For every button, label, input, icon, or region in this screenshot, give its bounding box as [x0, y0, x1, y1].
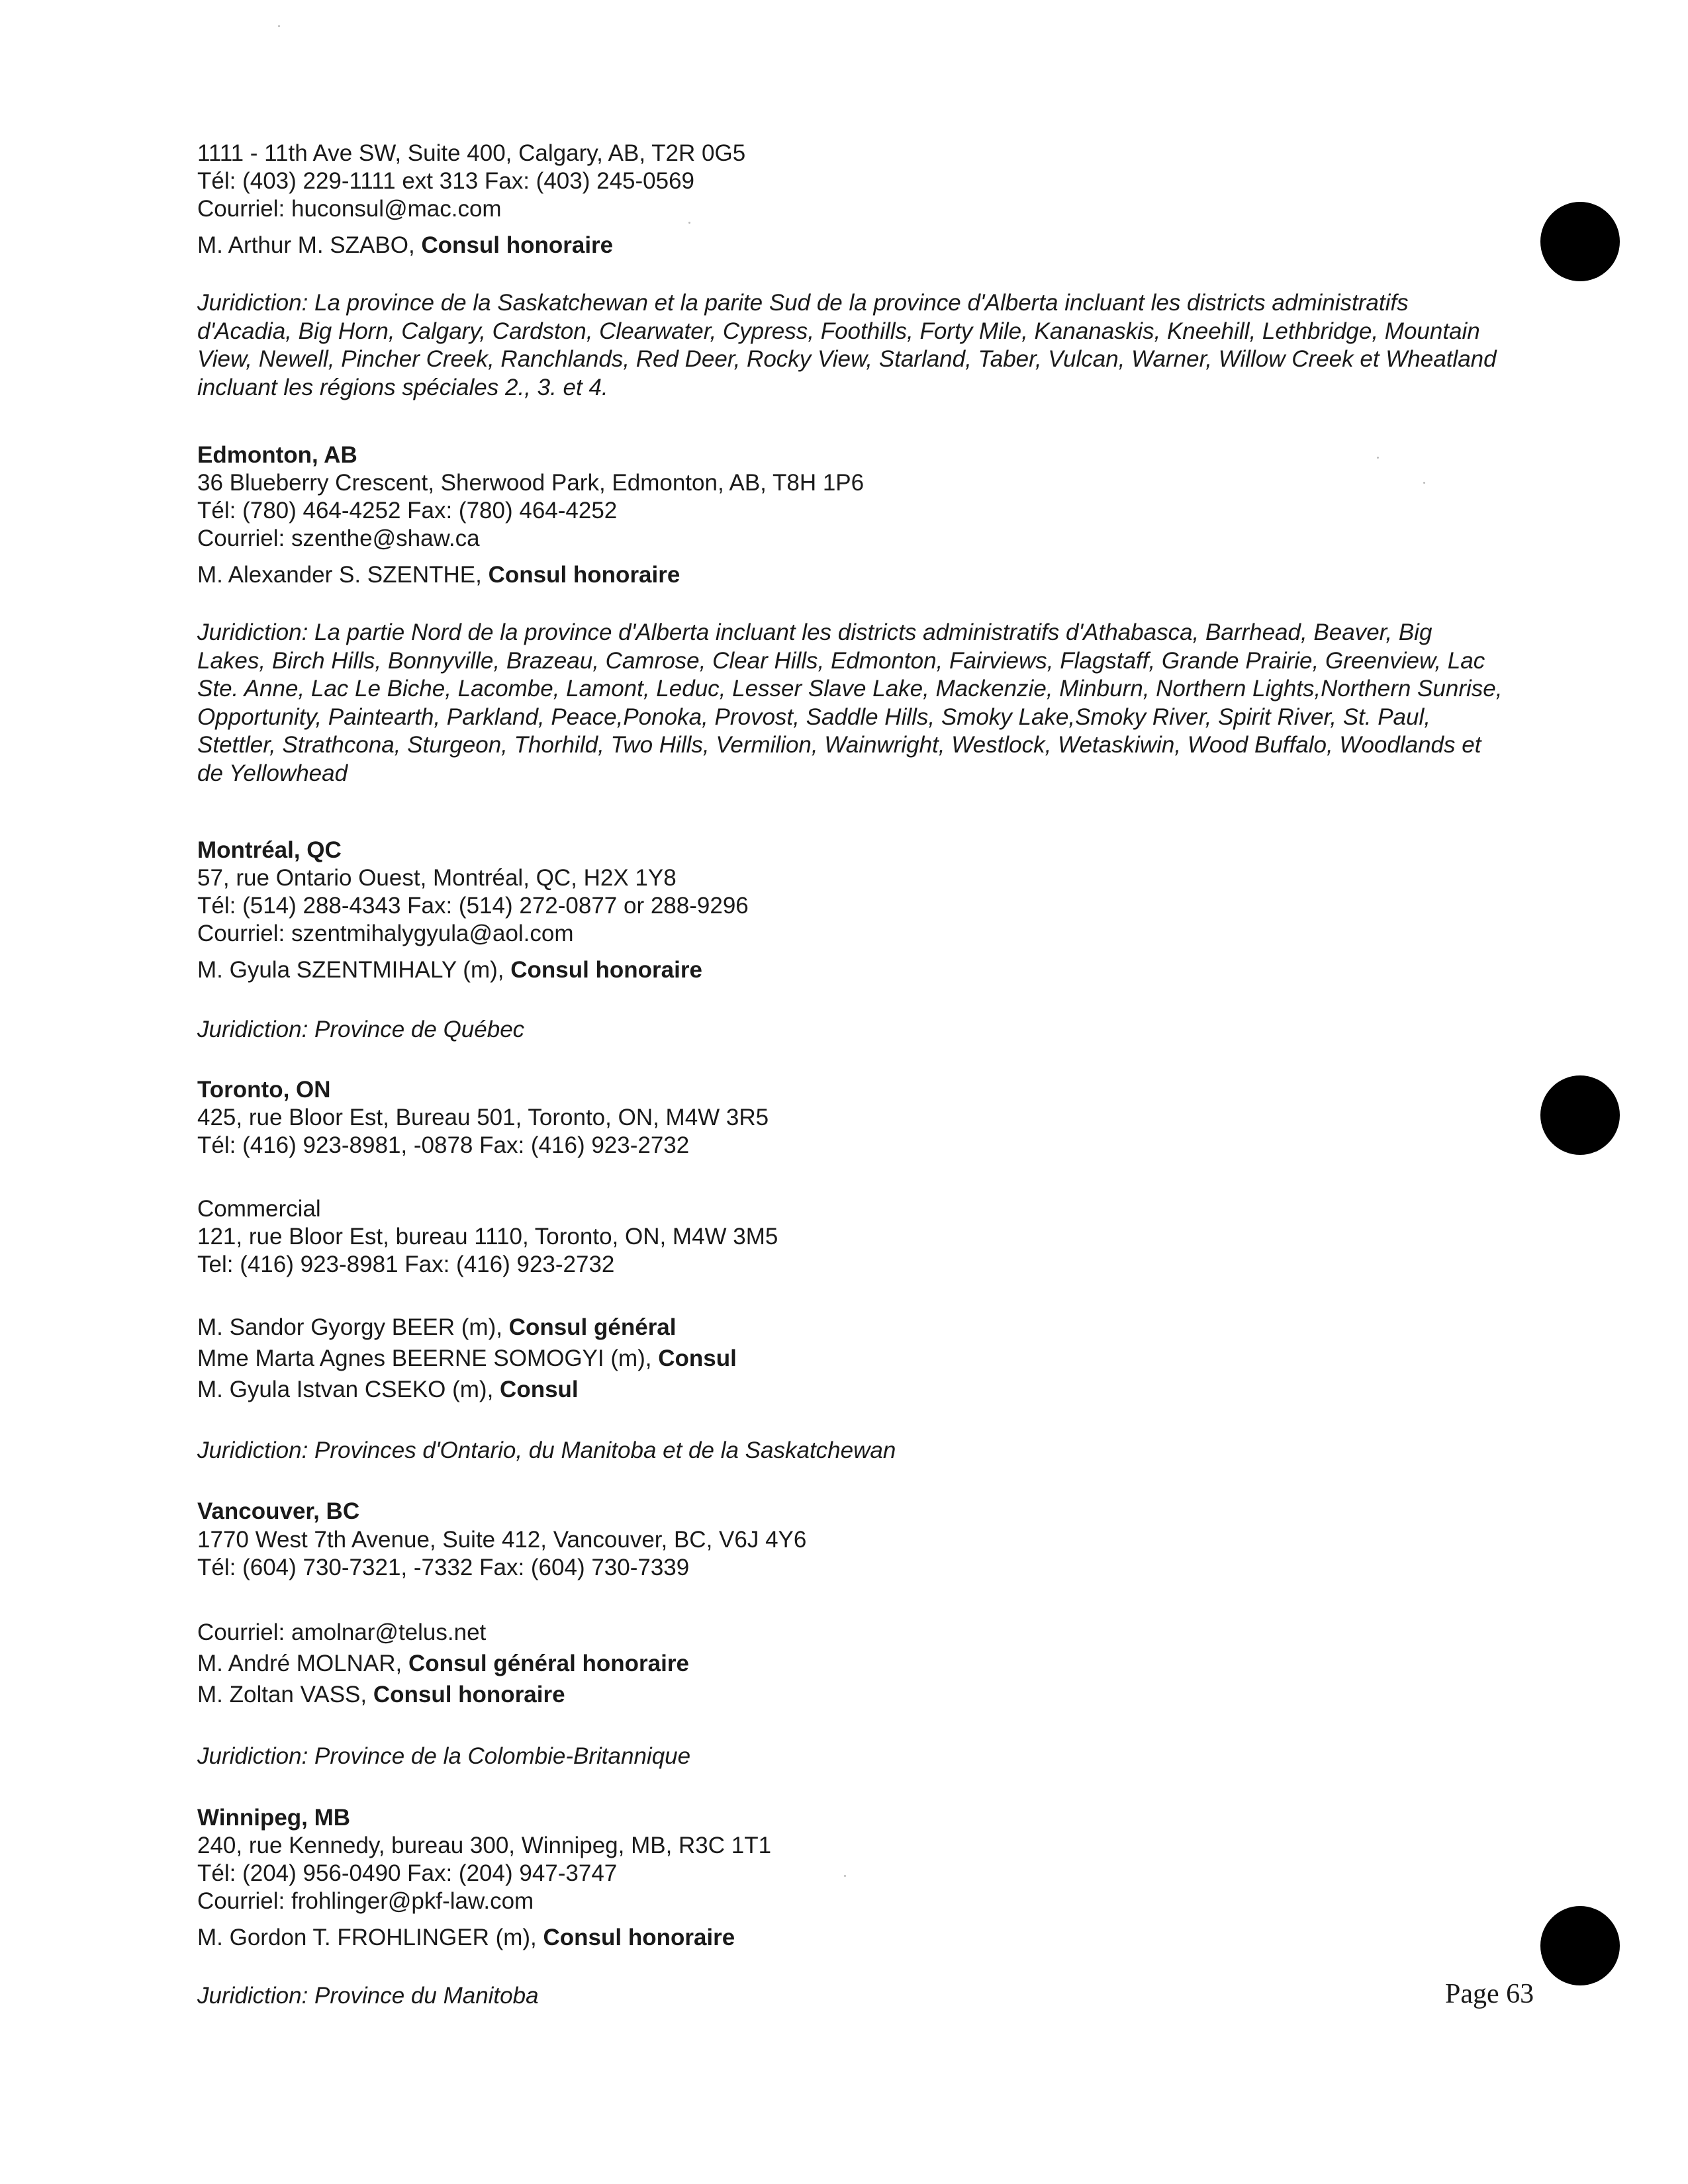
entry-jurisdiction: Juridiction: La province de la Saskatchewan et la parite Sud de la province d'Alberta incluant les districts administratifs d'Acadia, Big Horn, Calgary, Cardston, Clearwater, Cypress, Foothills, Forty Mile, Kananaskis, Kneehill, Lethbridge, Mountain View, Newell, Pincher Creek, Ranchlands, Red Deer, Rocky View, Starland, Taber, Vulcan, Warner, Willow Creek et Wheatland incluant les régions spéciales 2., 3. et 4. [197, 290, 1497, 400]
official-title: Consul général honoraire [408, 1651, 689, 1676]
entry-city-heading: Montréal, QC [197, 837, 342, 863]
official-name: M. Arthur M. SZABO, [197, 232, 422, 258]
entry-official [197, 1681, 565, 1709]
entry-jurisdiction: Juridiction: Province du Manitoba [197, 1983, 539, 2009]
official-title: Consul honoraire [510, 957, 702, 983]
entry-email: Courriel: frohlinger@pkf-law.com [197, 1888, 534, 1914]
entry-official [197, 232, 613, 259]
entry-city-heading: Vancouver, BC [197, 1498, 360, 1524]
entry-address: 1111 - 11th Ave SW, Suite 400, Calgary, AB, T2R 0G5 [197, 140, 746, 166]
entry-phone: Tél: (204) 956-0490 Fax: (204) 947-3747 [197, 1860, 618, 1886]
punch-hole-bottom [1540, 1906, 1620, 1985]
official-title: Consul général [508, 1314, 677, 1340]
official-title: Consul [658, 1345, 737, 1371]
entry-address: 240, rue Kennedy, bureau 300, Winnipeg, MB, R3C 1T1 [197, 1833, 772, 1858]
entry-official [197, 1345, 737, 1373]
scan-speck [1423, 482, 1425, 484]
entry-phone: Tél: (416) 923-8981, -0878 Fax: (416) 923-2732 [197, 1132, 690, 1158]
entry-email: Courriel: szenthe@shaw.ca [197, 525, 480, 551]
official-name: Mme Marta Agnes BEERNE SOMOGYI (m), [197, 1345, 659, 1371]
scan-speck [278, 25, 280, 27]
official-name: M. Gyula SZENTMIHALY (m), [197, 957, 511, 983]
entry-official [197, 1314, 677, 1342]
entry-phone: Tél: (403) 229-1111 ext 313 Fax: (403) 245-0569 [197, 168, 695, 194]
punch-hole-middle [1540, 1075, 1620, 1155]
scan-speck [1377, 457, 1379, 459]
commercial-address: 121, rue Bloor Est, bureau 1110, Toronto, ON, M4W 3M5 [197, 1224, 778, 1250]
punch-hole-top [1540, 202, 1620, 281]
entry-phone: Tél: (780) 464-4252 Fax: (780) 464-4252 [197, 498, 618, 523]
official-name: M. Zoltan VASS, [197, 1682, 373, 1707]
commercial-heading: Commercial [197, 1196, 321, 1222]
official-name: M. Sandor Gyorgy BEER (m), [197, 1314, 509, 1340]
entry-city-heading: Edmonton, AB [197, 442, 357, 468]
entry-email: Courriel: amolnar@telus.net [197, 1619, 487, 1645]
official-title: Consul honoraire [543, 1925, 735, 1950]
entry-city-heading: Winnipeg, MB [197, 1805, 351, 1831]
entry-official [197, 1924, 735, 1952]
entry-email: Courriel: huconsul@mac.com [197, 196, 502, 222]
official-title: Consul honoraire [488, 562, 680, 588]
scan-speck [844, 1875, 846, 1877]
entry-address: 57, rue Ontario Ouest, Montréal, QC, H2X 1Y8 [197, 865, 677, 891]
entry-official [197, 1650, 689, 1678]
official-title: Consul [500, 1377, 579, 1402]
official-name: M. Gordon T. FROHLINGER (m), [197, 1925, 543, 1950]
entry-address: 36 Blueberry Crescent, Sherwood Park, Edmonton, AB, T8H 1P6 [197, 470, 865, 496]
entry-city-heading: Toronto, ON [197, 1077, 331, 1103]
official-title: Consul honoraire [373, 1682, 565, 1707]
entry-jurisdiction: Juridiction: Province de Québec [197, 1017, 525, 1042]
official-name: M. Alexander S. SZENTHE, [197, 562, 489, 588]
entry-email: Courriel: szentmihalygyula@aol.com [197, 921, 574, 946]
official-title: Consul honoraire [421, 232, 614, 258]
entry-phone: Tél: (514) 288-4343 Fax: (514) 272-0877 or 288-9296 [197, 893, 749, 919]
entry-jurisdiction: Juridiction: Province de la Colombie-Britannique [197, 1743, 691, 1769]
scan-speck [688, 222, 690, 224]
commercial-phone: Tel: (416) 923-8981 Fax: (416) 923-2732 [197, 1251, 615, 1277]
entry-phone: Tél: (604) 730-7321, -7332 Fax: (604) 730-7339 [197, 1555, 690, 1580]
entry-address: 1770 West 7th Avenue, Suite 412, Vancouver, BC, V6J 4Y6 [197, 1527, 807, 1553]
entry-jurisdiction: Juridiction: Provinces d'Ontario, du Manitoba et de la Saskatchewan [197, 1437, 896, 1463]
official-name: M. André MOLNAR, [197, 1651, 408, 1676]
page-number: Page 63 [1445, 1979, 1534, 2009]
entry-official [197, 561, 680, 589]
entry-address: 425, rue Bloor Est, Bureau 501, Toronto, ON, M4W 3R5 [197, 1105, 769, 1130]
official-name: M. Gyula Istvan CSEKO (m), [197, 1377, 500, 1402]
entry-official [197, 1376, 579, 1404]
entry-jurisdiction: Juridiction: La partie Nord de la province d'Alberta incluant les districts administratifs d'Athabasca, Barrhead, Beaver, Big Lakes, Birch Hills, Bonnyville, Brazeau, Camrose, Clear Hills, Edmonton, Fairviews, Flagstaff, Grande Prairie, Greenview, Lac Ste. Anne, Lac Le Biche, Lacombe, Lamont, Leduc, Lesser Slave Lake, Mackenzie, Minburn, Northern Lights,Northern Sunrise, Opportunity, Paintearth, Parkland, Peace,Ponoka, Provost, Saddle Hills, Smoky Lake,Smoky River, Spirit River, St. Paul, Stettler, Strathcona, Sturgeon, Thorhild, Two Hills, Vermilion, Wainwright, Westlock, Wetaskiwin, Wood Buffalo, Woodlands et de Yellowhead [197, 619, 1503, 786]
entry-official [197, 956, 702, 984]
